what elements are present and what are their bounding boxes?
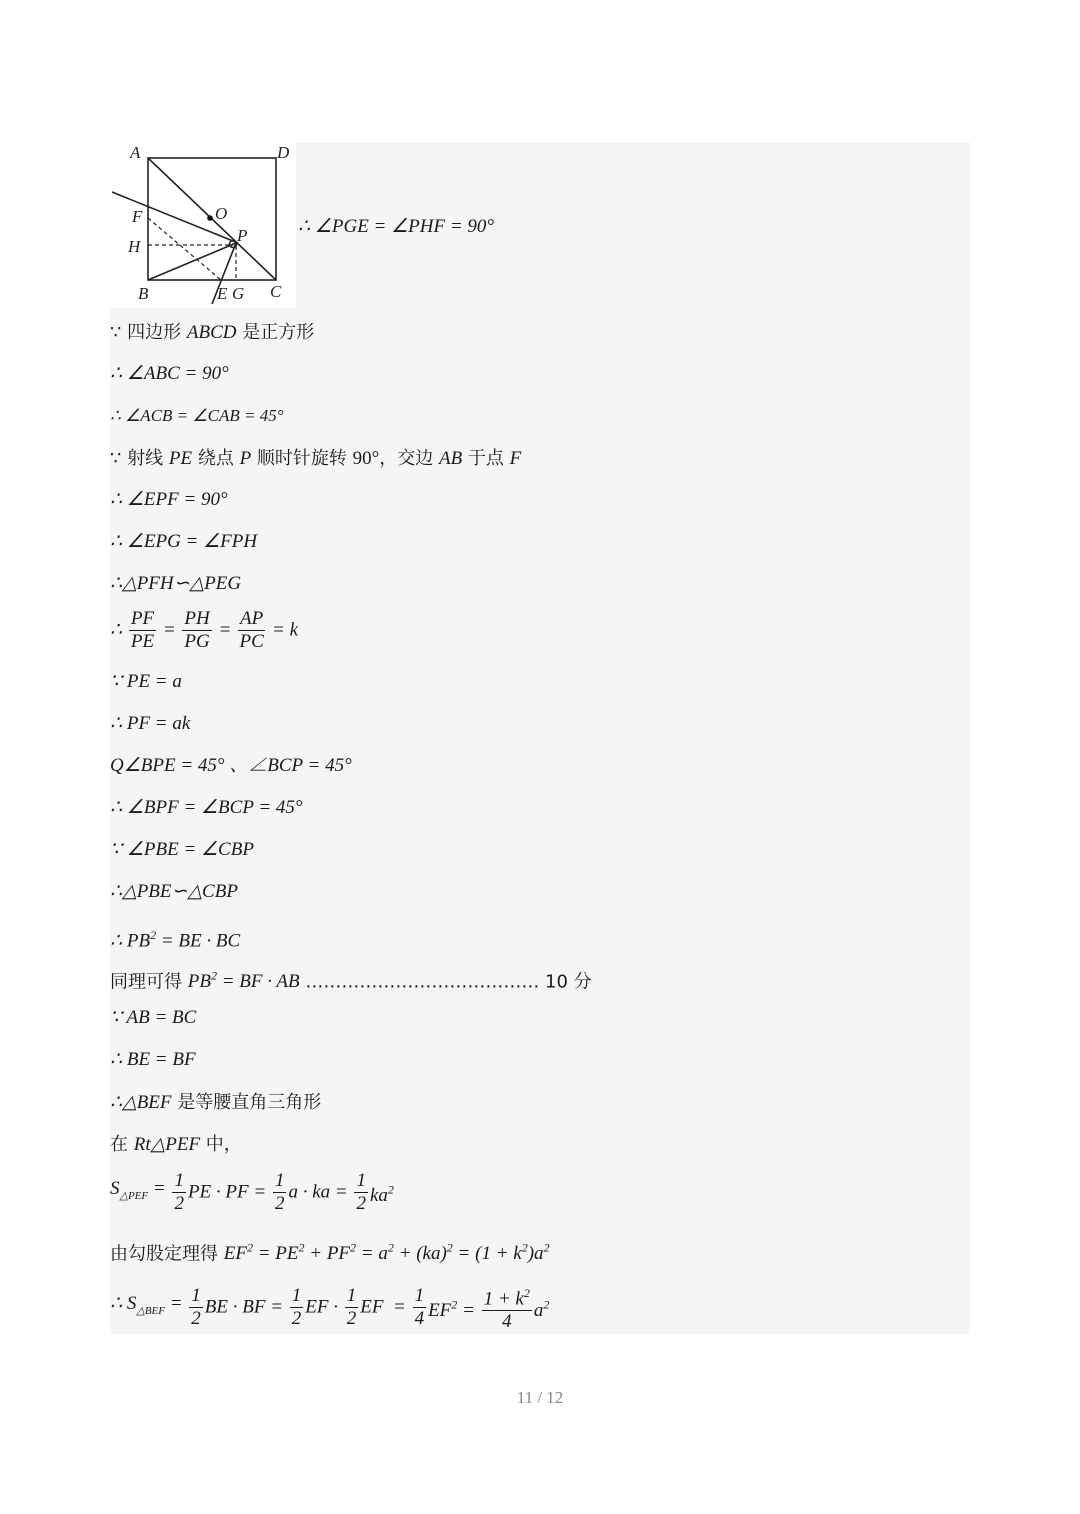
step-line: ∴△PBE∽△CBP xyxy=(110,881,238,902)
step-line: ∴ ∠EPG = ∠FPH xyxy=(110,531,258,552)
step-line: ∵ 四边形 ABCD 是正方形 xyxy=(110,322,315,343)
step-line: ∵ PE = a xyxy=(110,671,182,692)
step-line: ∴ $\frac{PF}{PE}$ = $\frac{PH}{PG}$ = $\frac{AP}{PC}$ = k xyxy=(110,608,299,652)
step-line: ∴ ∠ABC = 90° xyxy=(110,363,229,384)
step-line: ∴ $PB^2$ = BE · BC xyxy=(110,928,241,952)
label-g: G xyxy=(232,284,245,303)
step-line: 在 Rt△PEF 中， xyxy=(110,1134,242,1155)
dashed-fe xyxy=(148,218,221,280)
step-line: ∵ 射线 PE 绕点 P 顺时针旋转 90°，交边 AB 于点 F xyxy=(110,448,522,469)
step-line: ∵ AB = BC xyxy=(110,1007,197,1028)
step-line: ∴ ∠EPF = 90° xyxy=(110,489,228,510)
step-line: Q∠BPE = 45° 、∠BCP = 45° xyxy=(110,755,352,776)
step-line: ∴ BE = BF xyxy=(110,1049,196,1070)
geometry-diagram xyxy=(110,142,296,308)
label-p: P xyxy=(237,226,248,245)
step-line: ∴ ∠BPF = ∠BCP = 45° xyxy=(110,797,303,818)
step-line: ∴ ∠ACB = ∠CAB = 45° xyxy=(110,406,284,425)
label-a: A xyxy=(130,143,141,162)
label-h: H xyxy=(128,237,141,256)
step-line: $S_{\triangle PEF}$ = $\frac{1}{2}$ PE · PF = $\frac{1}{2}$ a · ka = $\frac{1}{2}$ $ka^2$ xyxy=(110,1170,394,1214)
step-line: ∴ PF = ak xyxy=(110,713,191,734)
point-o-dot xyxy=(207,215,213,221)
page-number: 11 / 12 xyxy=(516,1388,564,1407)
label-c: C xyxy=(270,282,282,301)
label-d: D xyxy=(277,143,290,162)
step-line: 同理可得 $PB^2$ = BF · AB ………………………………… 10 分 xyxy=(110,969,592,993)
step-line: ∴△PFH∽△PEG xyxy=(110,573,242,594)
step-line: ∵ ∠PBE = ∠CBP xyxy=(110,839,254,860)
label-o: O xyxy=(215,204,228,223)
label-e: E xyxy=(217,284,228,303)
label-f: F xyxy=(132,207,143,226)
step-line: ∴ ∠PGE = ∠PHF = 90° xyxy=(298,216,495,237)
label-b: B xyxy=(138,284,149,303)
step-line: 由勾股定理得 $EF^2 = PE^2 + PF^2 = a^2 + (ka)^2 = (1 + k^2)a^2$ xyxy=(110,1241,550,1265)
step-line: ∴ $S_{\triangle BEF}$ = $\frac{1}{2}$ BE · BF = $\frac{1}{2}$ EF · $\frac{1}{2}$ EF = $\frac{1}{4}$ $EF^2$ = $\frac{1 + k^2}{4}$ $a^2$ xyxy=(110,1282,549,1333)
solution-block xyxy=(110,142,970,1334)
step-line: ∴△BEF 是等腰直角三角形 xyxy=(110,1092,322,1113)
